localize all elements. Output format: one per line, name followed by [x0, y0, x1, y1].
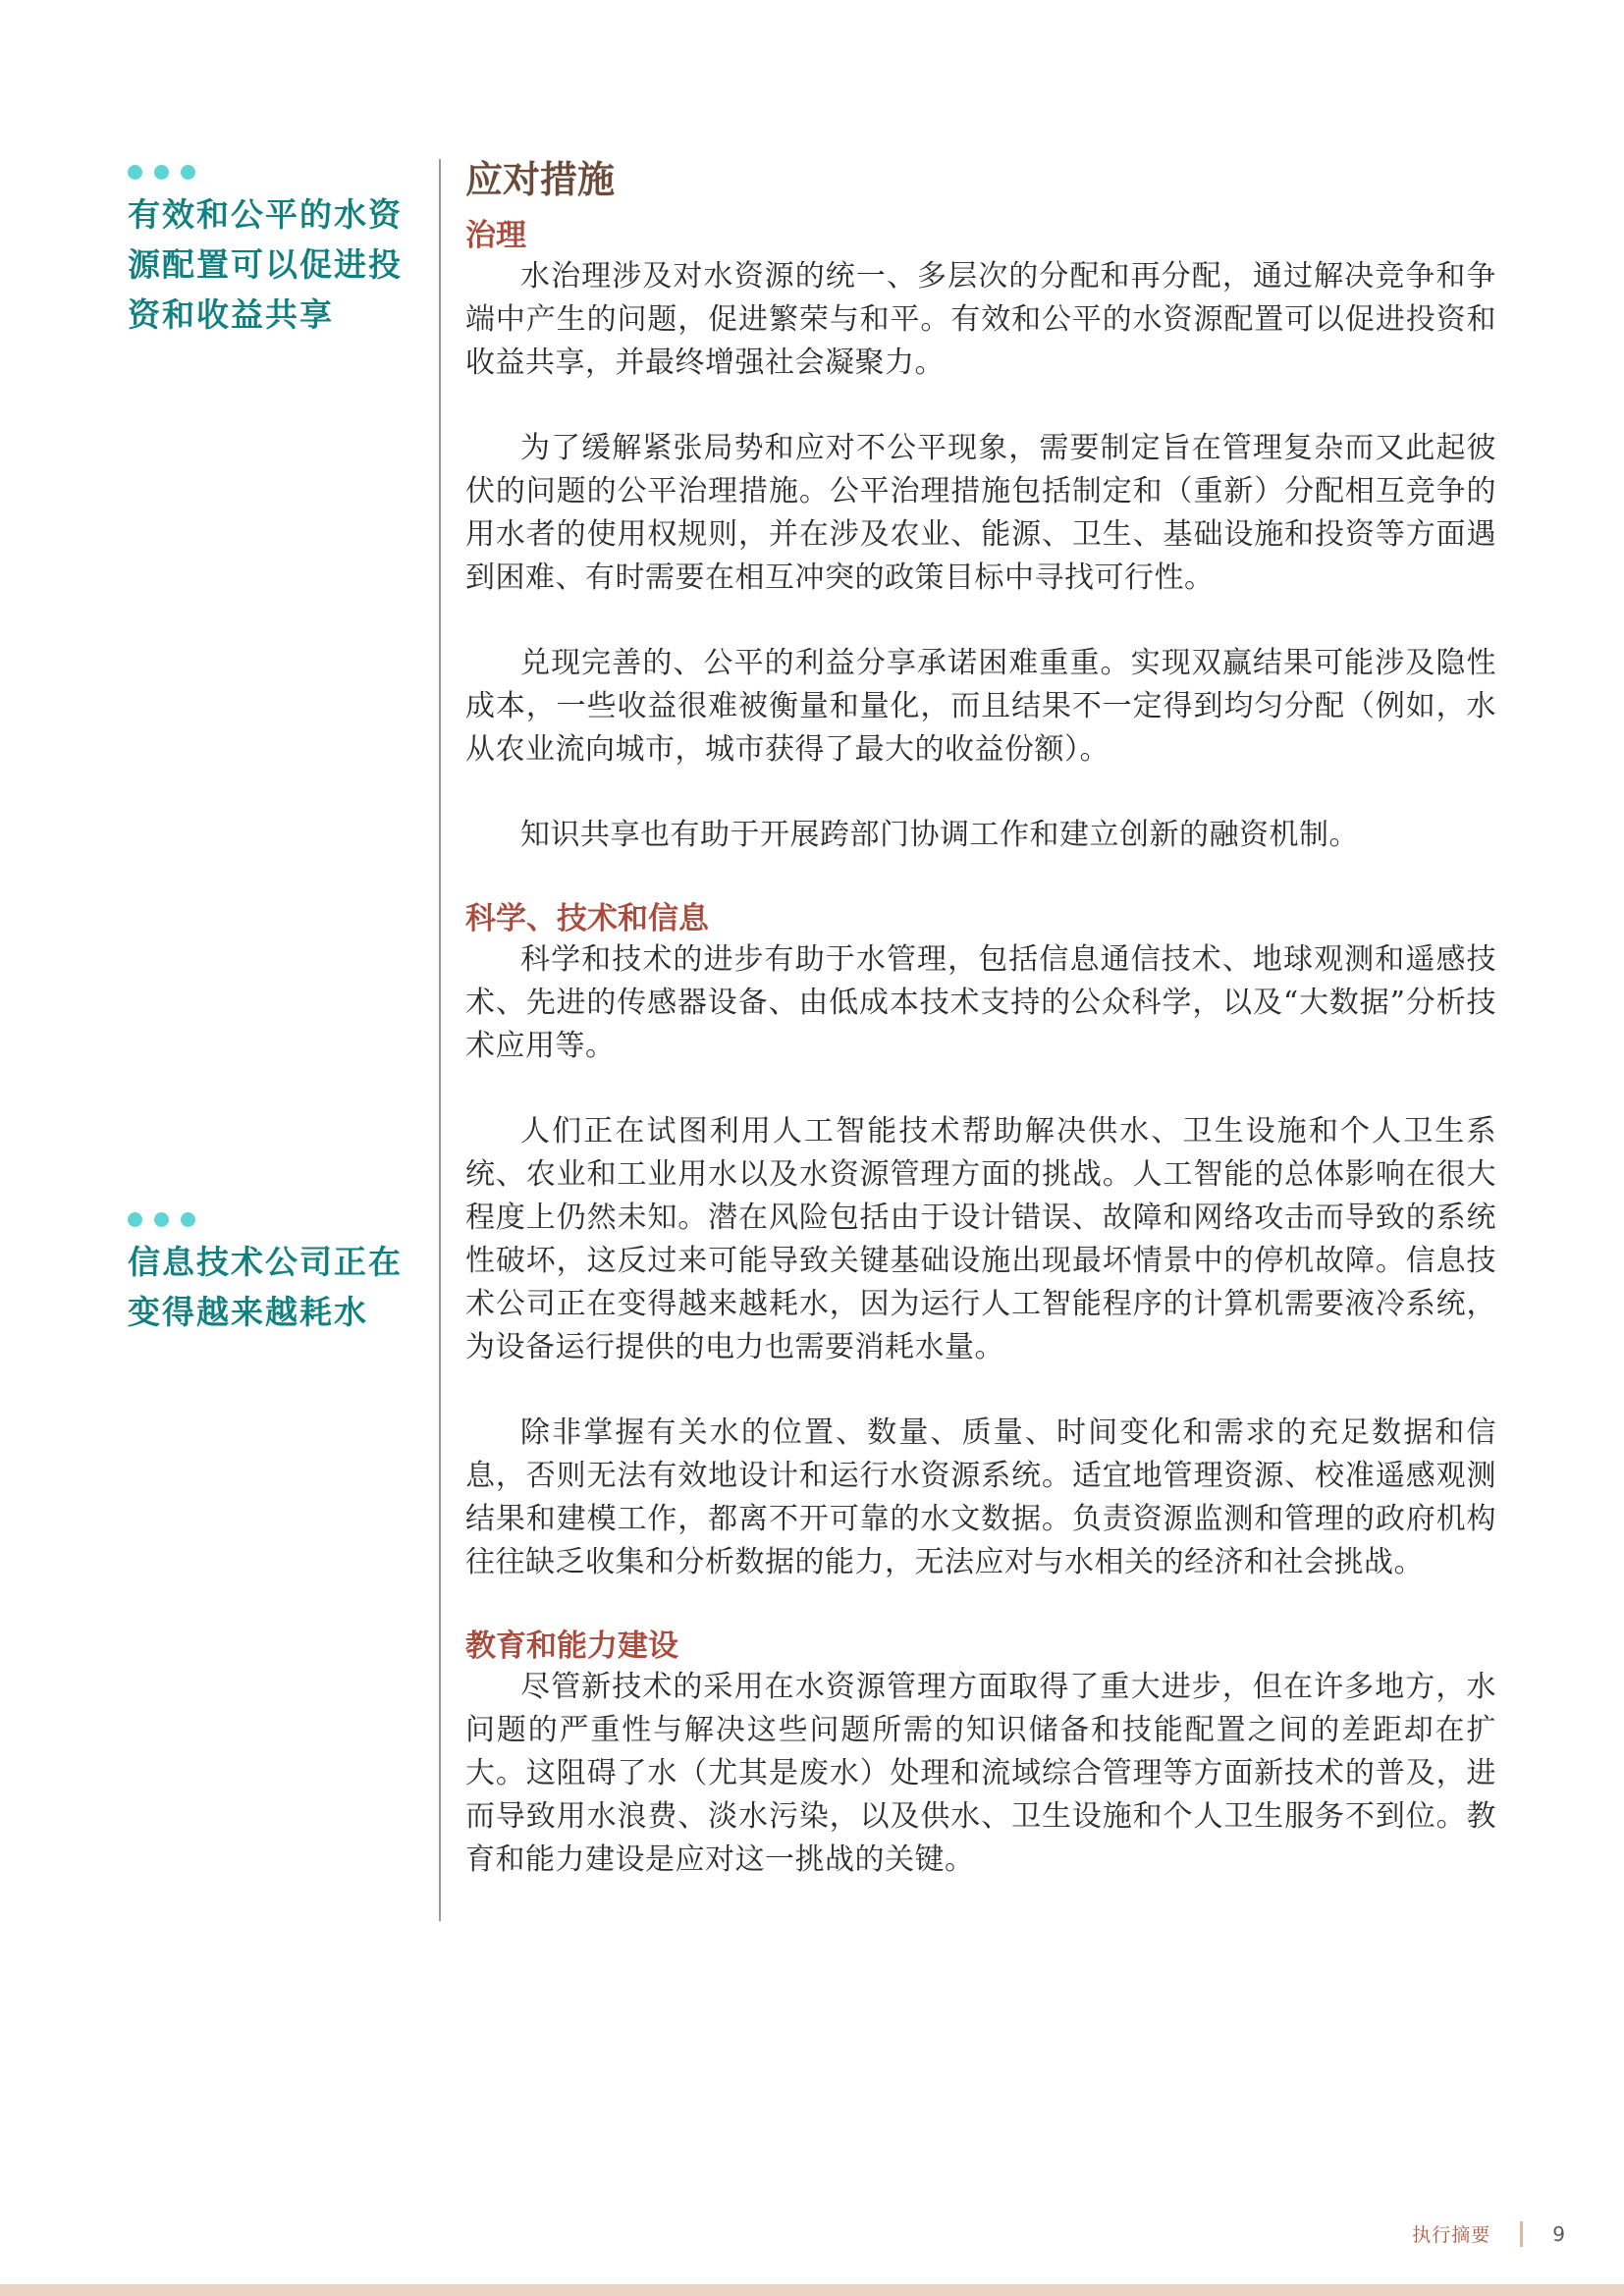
dots-decoration — [128, 165, 422, 180]
main-column — [465, 157, 1496, 1911]
section-science-technology — [465, 899, 1496, 1584]
paragraph: 尽管新技术的采用在水资源管理方面取得了重大进步，但在许多地方，水问题的严重性与解决这些问题所需的知识储备和技能配置之间的差距却在扩大。这阻碍了水（尤其是废水）处理和流域综合管理等方面新技术的普及，进而导致用水浪费、淡水污染，以及供水、卫生设施和个人卫生服务不到位。教育和能力建设是应对这一挑战的关键。 — [465, 1670, 1496, 1877]
section-education — [465, 1627, 1496, 1882]
dot-icon — [154, 1212, 169, 1227]
pullquote — [128, 165, 422, 340]
pullquote-text: 有效和公平的水资源配置可以促进投资和收益共享 — [128, 195, 403, 334]
page-title: 应对措施 — [465, 158, 616, 201]
dot-icon — [181, 1212, 195, 1227]
section-heading: 治理 — [465, 218, 526, 253]
paragraph: 为了缓解紧张局势和应对不公平现象，需要制定旨在管理复杂而又此起彼伏的问题的公平治理措施。公平治理措施包括制定和（重新）分配相互竞争的用水者的使用权规则，并在涉及农业、能源、卫生、基础设施和投资等方面遇到困难、有时需要在相互冲突的政策目标中寻找可行性。 — [465, 431, 1496, 595]
dot-icon — [128, 165, 142, 180]
paragraph: 知识共享也有助于开展跨部门协调工作和建立创新的融资机制。 — [520, 818, 1359, 852]
dot-icon — [181, 165, 195, 180]
footer-separator — [1520, 2221, 1523, 2247]
section-heading: 科学、技术和信息 — [465, 901, 709, 936]
section-heading: 教育和能力建设 — [465, 1629, 678, 1664]
section-governance — [465, 216, 1496, 857]
dots-decoration — [128, 1212, 422, 1227]
paragraph: 除非掌握有关水的位置、数量、质量、时间变化和需求的充足数据和信息，否则无法有效地设计和运行水资源系统。适宜地管理资源、校准遥感观测结果和建模工作，都离不开可靠的水文数据。负责资源监测和管理的政府机构往往缺乏收集和分析数据的能力，无法应对与水相关的经济和社会挑战。 — [465, 1415, 1496, 1579]
dot-icon — [128, 1212, 142, 1227]
pullquote — [128, 1212, 422, 1337]
footer — [1412, 2220, 1565, 2247]
bottom-band — [0, 2284, 1624, 2296]
pullquote-text: 信息技术公司正在变得越来越耗水 — [128, 1243, 403, 1331]
paragraph: 兑现完善的、公平的利益分享承诺困难重重。实现双赢结果可能涉及隐性成本，一些收益很难被衡量和量化，而且结果不一定得到均匀分配（例如，水从农业流向城市，城市获得了最大的收益份额）。 — [465, 646, 1496, 767]
footer-section-label: 执行摘要 — [1412, 2224, 1491, 2246]
page-number: 9 — [1552, 2221, 1565, 2246]
column-divider — [439, 159, 441, 1921]
paragraph: 水治理涉及对水资源的统一、多层次的分配和再分配，通过解决竞争和争端中产生的问题，促进繁荣与和平。有效和公平的水资源配置可以促进投资和收益共享，并最终增强社会凝聚力。 — [465, 259, 1496, 380]
paragraph: 人们正在试图利用人工智能技术帮助解决供水、卫生设施和个人卫生系统、农业和工业用水以及水资源管理方面的挑战。人工智能的总体影响在很大程度上仍然未知。潜在风险包括由于设计错误、故障和网络攻击而导致的系统性破坏，这反过来可能导致关键基础设施出现最坏情景中的停机故障。信息技术公司正在变得越来越耗水，因为运行人工智能程序的计算机需要液冷系统，为设备运行提供的电力也需要消耗水量。 — [465, 1114, 1496, 1364]
paragraph: 科学和技术的进步有助于水管理，包括信息通信技术、地球观测和遥感技术、先进的传感器设备、由低成本技术支持的公众科学，以及“大数据”分析技术应用等。 — [465, 942, 1496, 1063]
dot-icon — [154, 165, 169, 180]
